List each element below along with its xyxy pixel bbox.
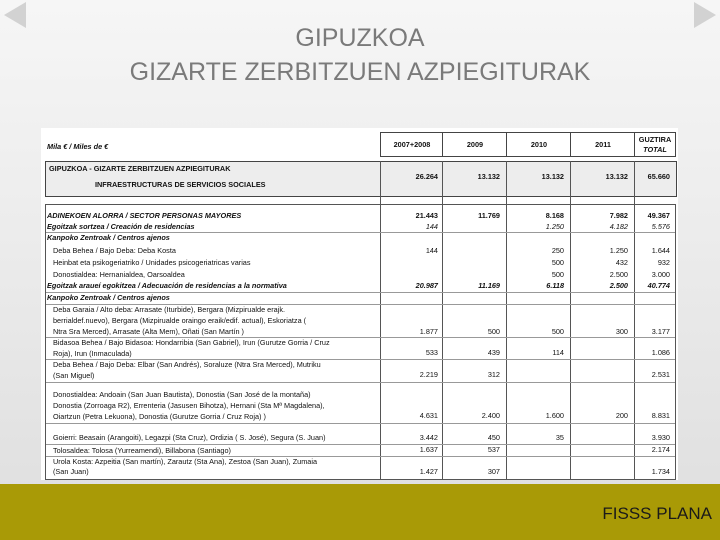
summary-value: 13.132 (477, 172, 500, 181)
table-cell: 439 (487, 348, 500, 357)
table-row-label: Donostialdea: Hernanialdea, Oarsoaldea (53, 270, 185, 279)
table-cell: 114 (552, 348, 564, 357)
table-cell: 20.987 (415, 281, 438, 290)
table-cell: 500 (487, 327, 500, 336)
table-cell: 40.774 (647, 281, 670, 290)
table-cell: 200 (615, 411, 628, 420)
table-cell: 1.250 (545, 222, 564, 231)
table-row-label: Oiartzun (Petra Lekuona), Donostia (Gurutze Gorria / Cruz Roja) ) (53, 412, 266, 421)
table-cell: 450 (487, 433, 500, 442)
table-cell: 533 (425, 348, 438, 357)
table-cell: 35 (555, 433, 564, 442)
table-cell: 307 (487, 467, 500, 476)
slide-subtitle: GIZARTE ZERBITZUEN AZPIEGITURAK (129, 58, 591, 86)
table-cell: 300 (615, 327, 628, 336)
table-cell: 11.169 (478, 281, 500, 290)
table-cell: 2.500 (609, 281, 628, 290)
slide-title: GIPUZKOA (295, 24, 425, 52)
summary-value: 13.132 (605, 172, 628, 181)
summary-value: 13.132 (541, 172, 564, 181)
table-cell: 2.174 (651, 445, 670, 454)
table-row-label: (San Miguel) (53, 371, 95, 380)
table-cell: 4.182 (609, 222, 628, 231)
table-cell: 1.600 (545, 411, 564, 420)
summary-title: GIPUZKOA - GIZARTE ZERBITZUEN AZPIEGITURAK (49, 164, 231, 173)
column-header: 2009 (442, 132, 508, 157)
table-row-label: Bidasoa Behea / Bajo Bidasoa: Hondarribia (San Gabriel), Irun (Gurutze Gorria / Cruz (53, 338, 330, 347)
table-cell: 250 (551, 246, 564, 255)
table-cell: 5.576 (651, 222, 670, 231)
table-cell: 3.000 (651, 270, 670, 279)
table-row-label: Kanpoko Zentroak / Centros ajenos (47, 293, 170, 302)
table-row-label: ADINEKOEN ALORRA / SECTOR PERSONAS MAYORES (47, 211, 242, 220)
table-cell: 8.831 (651, 411, 670, 420)
table-cell: 312 (487, 370, 500, 379)
table-cell: 3.442 (419, 433, 438, 442)
units-label: Mila € / Miles de € (47, 142, 109, 151)
table-row-label: Deba Behea / Bajo Deba: Elbar (San Andrés), Soraluze (Ntra Sra Merced), Mutriku (53, 360, 321, 369)
table-cell: 500 (551, 270, 564, 279)
table-cell: 49.367 (647, 211, 670, 220)
table-cell: 2.531 (651, 370, 670, 379)
table-row-label: Goierri: Beasain (Arangoiti), Legazpi (Sta Cruz), Ordizia ( S. José), Segura (S. Juan) (53, 433, 326, 442)
table-cell: 500 (551, 258, 564, 267)
table-cell: 2.400 (481, 411, 500, 420)
table-cell: 7.982 (609, 211, 628, 220)
table-row-label: Roja), Irun (Inmaculada) (53, 349, 132, 358)
table-row-label: (San Juan) (53, 467, 89, 476)
summary-value: 26.264 (415, 172, 438, 181)
column-header: 2010 (506, 132, 572, 157)
table-cell: 537 (487, 445, 500, 454)
table-cell: 8.168 (545, 211, 564, 220)
table-row-label: Donostia (Zorroaga R2), Errenteria (Jasusen Bihotza), Hernani (Sta Mª Magdalena), (53, 401, 325, 410)
summary-value: 65.660 (647, 172, 670, 181)
table-row-label: Urola Kosta: Azpeitia (San martín), Zarautz (Sta Ana), Zestoa (San Juan), Zumaia (53, 457, 318, 466)
table-row-label: Tolosaldea: Tolosa (Yurreamendi), Billabona (Santiago) (53, 446, 231, 455)
column-header: GUZTIRA TOTAL (634, 132, 676, 157)
table-cell: 21.443 (415, 211, 438, 220)
table-cell: 1.086 (651, 348, 670, 357)
table-cell: 1.644 (651, 246, 670, 255)
table-row-label: Deba Behea / Bajo Deba: Deba Kosta (53, 246, 176, 255)
table-row-label: Egoitzak araueí egokitzea / Adecuación de residencias a la normativa (47, 281, 287, 290)
table-cell: 1.734 (651, 467, 670, 476)
table-cell: 1.427 (419, 467, 438, 476)
table-cell: 1.877 (419, 327, 438, 336)
column-header: 2011 (570, 132, 636, 157)
table-cell: 1.250 (609, 246, 628, 255)
table-cell: 144 (425, 246, 438, 255)
table-row-label: Deba Garaia / Alto deba: Arrasate (Iturbide), Bergara (Mizpirualde erajk. (53, 305, 285, 314)
table-row-label: Kanpoko Zentroak / Centros ajenos (47, 233, 170, 242)
table-cell: 11.769 (478, 211, 500, 220)
table-cell: 932 (657, 258, 670, 267)
table-row-label: berrialdef.nuevo), Bergara (Mizpirualde oraingo eraik/edif. actual), Eskoriatza ( (53, 316, 307, 325)
table-row-label: Ntra Sra Merced), Arrasate (Alta Mem), Oñati (San Martín ) (53, 327, 244, 336)
table-row-label: Heinbat eta psikogeriatriko / Unidades psicogeriatricas varias (53, 258, 251, 267)
table-cell: 144 (425, 222, 438, 231)
table-cell: 2.500 (609, 270, 628, 279)
table-cell: 500 (551, 327, 564, 336)
table-cell: 1.637 (419, 445, 438, 454)
table-cell: 3.177 (651, 327, 670, 336)
table-cell: 3.930 (651, 433, 670, 442)
table-cell: 432 (615, 258, 628, 267)
footer-bar (0, 484, 720, 540)
table-row-label: Donostialdea: Andoain (San Juan Bautista), Donostia (San José de la montaña) (53, 390, 311, 399)
table-cell: 6.118 (546, 281, 564, 290)
column-header: 2007+2008 (380, 132, 444, 157)
budget-table (41, 128, 678, 480)
table-cell: 2.219 (419, 370, 438, 379)
table-cell: 4.631 (419, 411, 438, 420)
summary-subtitle: INFRAESTRUCTURAS DE SERVICIOS SOCIALES (95, 180, 266, 189)
footer-label: FISSS PLANA (602, 504, 712, 523)
table-row-label: Egoitzak sortzea / Creación de residencias (47, 222, 195, 231)
